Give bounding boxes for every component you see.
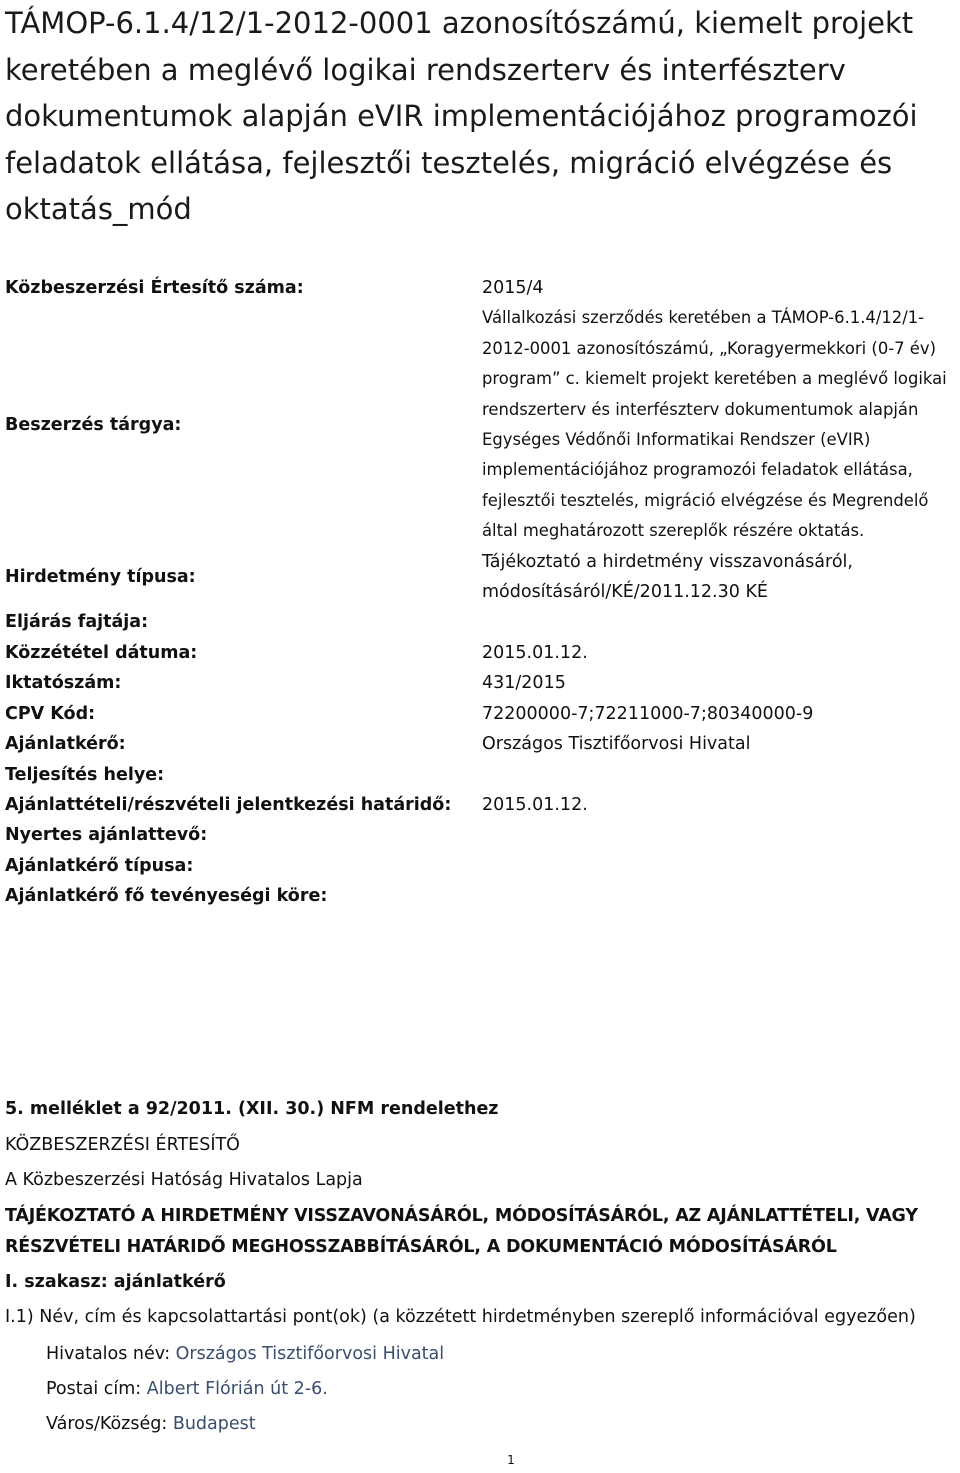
field-value: 2015.01.12.: [482, 794, 588, 815]
section-item: I.1) Név, cím és kapcsolattartási pont(ok) (a közzétett hirdetményben szereplő információval egyezően): [5, 1307, 916, 1327]
page-number: 1: [507, 1453, 515, 1467]
city-row: [46, 1409, 256, 1439]
field-row: [5, 851, 955, 881]
city-label: Város/Község:: [46, 1414, 173, 1434]
official-name-label: Hivatalos név:: [46, 1344, 176, 1364]
field-value: [482, 607, 955, 637]
field-value: Vállalkozási szerződés keretében a TÁMOP-6.1.4/12/1-2012-0001 azonosítószámú, „Koragyermekkori (0-7 év) program” c. kiemelt projekt keretében a meglévő logikai rendszerterv és interfészterv dokumentumok alapján Egységes Védőnői Informatikai Rendszer (eVIR) implementációjához programozói feladatok ellátása, fejlesztői tesztelés, migráció elvégzése és Megrendelő által meghatározott szereplők részére oktatás.: [482, 308, 947, 541]
document-title: TÁMOP-6.1.4/12/1-2012-0001 azonosítószámú, kiemelt projekt keretében a meglévő logikai rendszerterv és interfészterv dokumentumok alapján eVIR implementációjához programozói feladatok ellátása, fejlesztői tesztelés, migráció elvégzése és oktatás_mód: [5, 6, 918, 226]
field-label: Ajánlatkérő fő tevényeségi köre:: [5, 886, 328, 907]
field-row: [5, 729, 955, 759]
field-value: [482, 760, 955, 790]
field-label: Ajánlattételi/részvételi jelentkezési határidő:: [5, 794, 452, 815]
field-value: [482, 881, 955, 911]
city-value: Budapest: [172, 1414, 256, 1434]
field-row: [5, 760, 955, 790]
field-label: Ajánlatkérő:: [5, 734, 126, 755]
field-row: [5, 699, 955, 729]
field-row: [5, 668, 955, 698]
field-row: [5, 790, 955, 820]
field-label: Nyertes ajánlattevő:: [5, 825, 208, 846]
bulletin-name: KÖZBESZERZÉSI ÉRTESÍTŐ: [5, 1135, 240, 1155]
notice-title: TÁJÉKOZTATÓ A HIRDETMÉNY VISSZAVONÁSÁRÓL, MÓDOSÍTÁSÁRÓL, AZ AJÁNLATTÉTELI, VAGY RÉSZVÉTELI HATÁRIDŐ MEGHOSSZABBÍTÁSÁRÓL, A DOKUMENTÁCIÓ MÓDOSÍTÁSÁRÓL: [5, 1206, 918, 1257]
bulletin-subtitle: A Közbeszerzési Hatóság Hivatalos Lapja: [5, 1170, 363, 1190]
procurement-details-table: [5, 273, 955, 912]
field-label: Beszerzés tárgya:: [5, 414, 182, 435]
field-label: Iktatószám:: [5, 673, 122, 694]
postal-address-label: Postai cím:: [46, 1379, 147, 1399]
field-label: Hirdetmény típusa:: [5, 566, 196, 587]
field-row: [5, 547, 955, 608]
field-row: [5, 820, 955, 850]
field-label: Teljesítés helye:: [5, 764, 165, 785]
field-label: Ajánlatkérő típusa:: [5, 855, 194, 876]
postal-address-row: [46, 1374, 328, 1404]
field-row: [5, 607, 955, 637]
field-row: [5, 881, 955, 911]
field-value: Országos Tisztifőorvosi Hivatal: [482, 734, 751, 755]
official-name-value: Országos Tisztifőorvosi Hivatal: [175, 1344, 445, 1364]
field-value: Tájékoztató a hirdetmény visszavonásáról, módosításáról/KÉ/2011.12.30 KÉ: [482, 551, 853, 603]
field-label: Eljárás fajtája:: [5, 612, 149, 633]
field-value: 2015.01.12.: [482, 642, 588, 663]
field-row: [5, 638, 955, 668]
field-value: [482, 851, 955, 881]
field-value: 431/2015: [482, 673, 566, 694]
field-label: Közbeszerzési Értesítő száma:: [5, 278, 304, 298]
official-name-row: [46, 1339, 444, 1369]
field-value: 2015/4: [482, 278, 544, 298]
field-value: 72200000-7;72211000-7;80340000-9: [482, 703, 814, 724]
field-row: [5, 303, 955, 546]
field-row: [5, 273, 955, 303]
postal-address-value: Albert Flórián út 2-6.: [146, 1379, 328, 1399]
field-label: Közzététel dátuma:: [5, 642, 198, 663]
section-heading: I. szakasz: ajánlatkérő: [5, 1272, 226, 1292]
field-value: [482, 820, 955, 850]
field-label: CPV Kód:: [5, 703, 96, 724]
annex-reference: 5. melléklet a 92/2011. (XII. 30.) NFM rendelethez: [5, 1099, 499, 1119]
